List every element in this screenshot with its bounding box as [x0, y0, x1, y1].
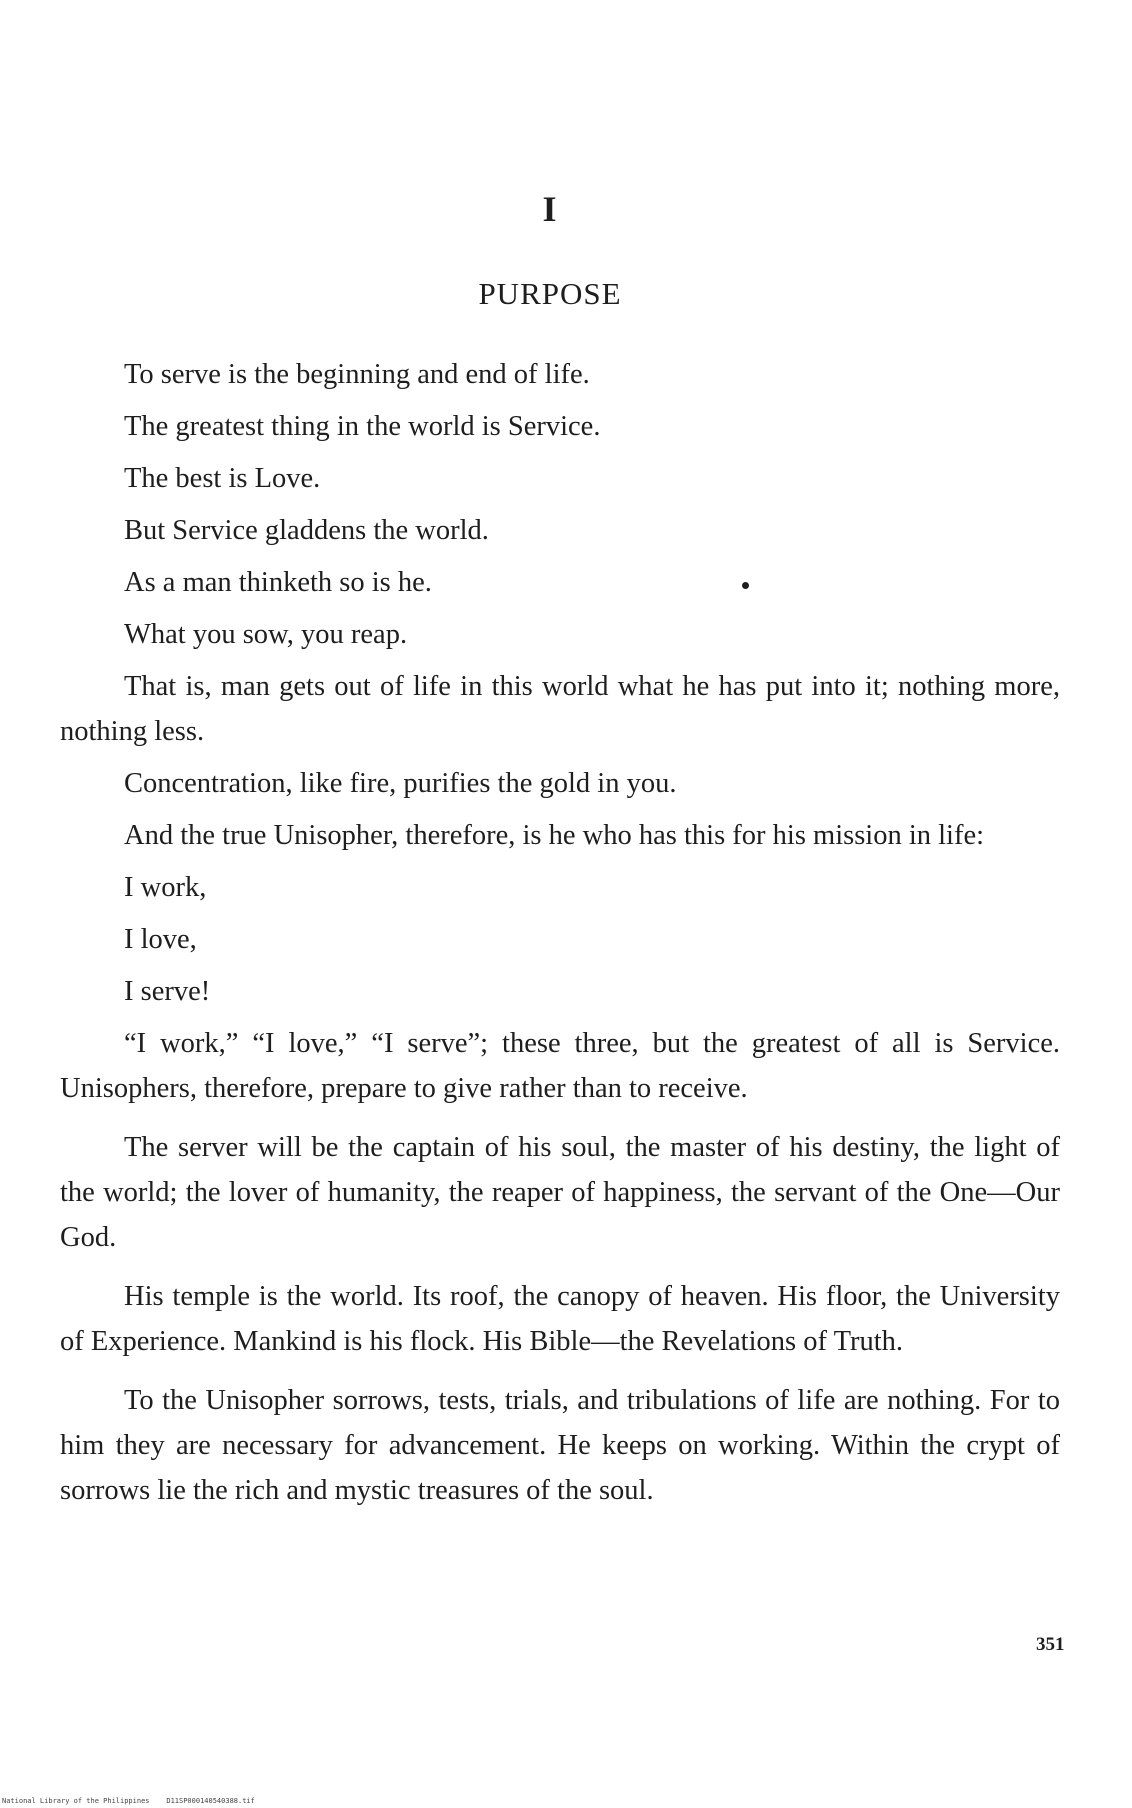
paragraph: The best is Love. — [124, 463, 321, 494]
paragraph: “I work,” “I love,” “I serve”; these three, but the greatest of all is Service. Unisophers, therefore, prepare to give rather than to receive. — [60, 1028, 1060, 1104]
paragraph: And the true Unisopher, therefore, is he who has this for his mission in life: — [124, 820, 985, 851]
page-number: 351 — [1036, 1634, 1065, 1655]
paragraph: I love, — [124, 924, 197, 955]
paragraph: I work, — [124, 872, 207, 903]
paragraph: As a man thinketh so is he. — [124, 567, 432, 598]
paragraph: To the Unisopher sorrows, tests, trials, and tribulations of life are nothing. For to him they are necessary for advancement. He keeps on working. Within the crypt of sorrows lie the rich and mystic treasures of the soul. — [60, 1385, 1060, 1506]
paragraph: Concentration, like fire, purifies the gold in you. — [124, 768, 677, 799]
paragraph: To serve is the beginning and end of life. — [124, 359, 590, 390]
chapter-number: I — [542, 189, 558, 229]
paragraph: The server will be the captain of his soul, the master of his destiny, the light of the world; the lover of humanity, the reaper of happiness, the servant of the One—Our God. — [60, 1132, 1060, 1253]
paragraph: What you sow, you reap. — [124, 619, 408, 650]
chapter-title: PURPOSE — [478, 276, 622, 311]
paragraph: His temple is the world. Its roof, the canopy of heaven. His floor, the University of Experience. Mankind is his flock. His Bible—the Revelations of Truth. — [60, 1281, 1060, 1357]
scan-footer: National Library of the Philippines D11SP000140540388.tif — [2, 1797, 255, 1805]
paragraph: I serve! — [124, 976, 211, 1007]
paragraph: The greatest thing in the world is Service. — [124, 411, 601, 442]
paragraph: That is, man gets out of life in this world what he has put into it; nothing more, nothing less. — [60, 671, 1060, 747]
paragraph: But Service gladdens the world. — [124, 515, 489, 546]
ink-speck — [742, 582, 749, 589]
body-text — [60, 352, 1060, 1527]
